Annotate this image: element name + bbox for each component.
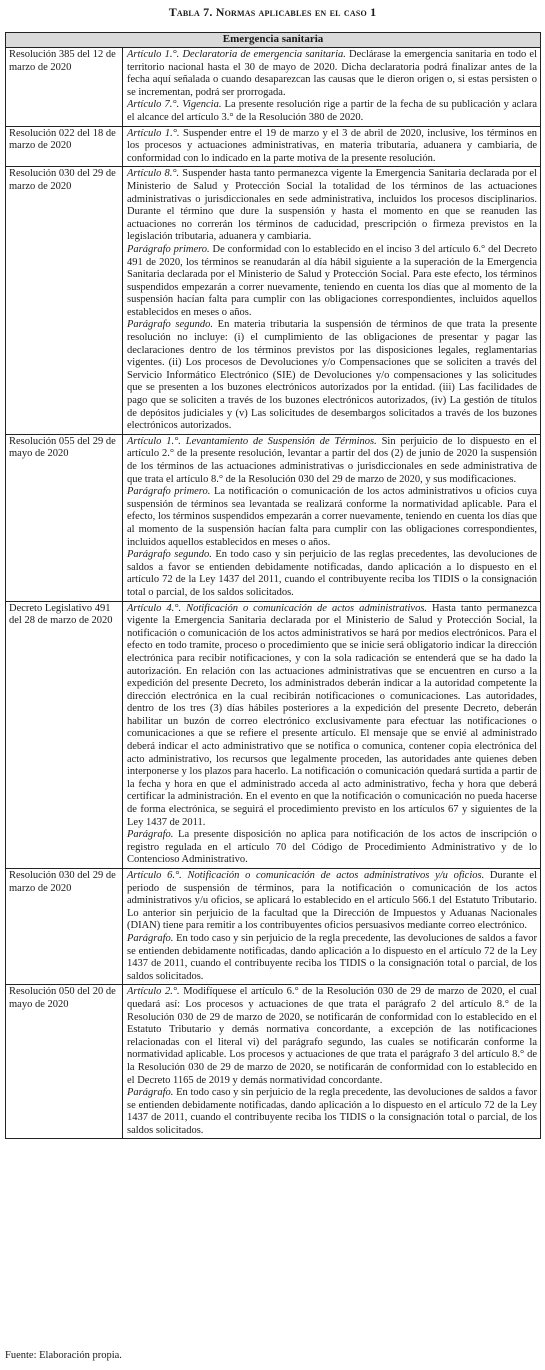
article-heading: Artículo 1.°.: [127, 127, 180, 139]
norm-paragraph: [127, 829, 537, 867]
article-text: Sin perjuicio de lo dispuesto en el artículo 2.° de la presente resolución, levantar a partir del dos (2) de junio de 2020 la suspensión de los términos de las actuaciones administrativas o jurisdiccionales en sede administrativa de que trata el artículo 8.° de la Resolución 030 del 29 de marzo de 2020, y sus modificaciones.: [127, 435, 538, 485]
article-heading: Parágrafo.: [127, 829, 174, 841]
norm-name-cell: Resolución 055 del 29 de mayo de 2020: [6, 434, 123, 601]
norm-text-cell: [123, 167, 541, 434]
norm-paragraph: [127, 549, 537, 599]
norm-paragraph: [127, 99, 537, 124]
table-row: [6, 126, 541, 167]
article-text: Suspender hasta tanto permanezca vigente la Emergencia Sanitaria declarada por el Ministerio de Salud y Protección Social la totalidad de los términos de las actuaciones administrativas o jurisdiccionales en sede administrativa, incluidos los procesos disciplinarios. Durante el término que dure la suspensión y hasta el momento en que se reanuden las actuaciones no correrán los términos de caducidad, prescripción o firmeza previstos en la legislación tributaria, aduanera y cambiaria.: [127, 168, 538, 243]
table-caption: Tabla 7. Normas aplicables en el caso 1: [168, 5, 377, 19]
norm-paragraph: [127, 436, 537, 486]
article-heading: Parágrafo segundo.: [127, 319, 214, 331]
article-text: En materia tributaria la suspensión de términos de que trata la presente resolución no incluye: (i) el cumplimiento de las obligaciones de presentar y pagar las declaraciones dentro de los términos previstos por las disposiciones legales, reglamentarias vigentes. (ii) Los procesos de Devoluciones y/o Compensaciones que se soliciten a través del Servicio Informático Electrónico (SIE) de Devoluciones y/o compensaciones y las solicitudes que se presenten a los buzones electrónicos autorizados por la entidad. (iii) Las facilidades de pago que se soliciten a través de los buzones electrónicos autorizados, (iv) La gestión de títulos de depósitos judiciales y (v) Las solicitudes de desembargos solicitados a través de los buzones electrónicos autorizados.: [127, 319, 538, 432]
norm-name-cell: Resolución 050 del 20 de mayo de 2020: [6, 985, 123, 1139]
article-text: Modifíquese el artículo 6.° de la Resolución 030 de 29 de marzo de 2020, el cual quedará así: Los procesos y actuaciones de que trata el parágrafo 2 del artículo 8.° de la Resolución 030 de 29 de marzo de 2020, se notificarán de conformidad con lo establecido en el Estatuto Tributario y demás normativa concordante, a excepción de las notificaciones relacionadas con el literal vi) del parágrafo segundo, las cuales se notificarán conforme la normatividad aplicable. Los procesos y actuaciones de que trata el parágrafo 3 del artículo 8.° de la Resolución 030 de 29 de marzo de 2020, se notificarán de conformidad con lo establecido en el Decreto 1165 de 2019 y demás normatividad concordante.: [127, 986, 538, 1086]
article-text: En todo caso y sin perjuicio de las reglas precedentes, las devoluciones de saldos a favor se entienden debidamente notificadas, dando aplicación a lo dispuesto en el artículo 72 de la Ley 1437 del 2011, cuando el contribuyente reciba los TIDIS o la consignación total o parcial, de los saldos solicitados.: [127, 549, 538, 598]
norm-paragraph: [127, 986, 537, 1087]
article-heading: Parágrafo primero.: [127, 486, 211, 498]
article-heading: Artículo 8.°.: [127, 168, 180, 180]
table-header-row: [6, 33, 541, 48]
article-heading: Artículo 1.°. Declaratoria de emergencia sanitaria.: [127, 49, 346, 60]
table-body: [6, 48, 541, 1139]
norm-text-cell: [123, 601, 541, 868]
article-text: Durante el periodo de suspensión de términos, para la notificación o comunicación de los actos administrativos y/u oficios, se aplicará lo establecido en el artículo 566.1 del Estatuto Tributario. Lo anterior sin perjuicio de la facultad que la Dirección de Impuestos y Aduanas Nacionales (DIAN) tiene para remitir a los contribuyentes oficios persuasivos mediante correo electrónico.: [127, 870, 538, 932]
article-heading: Artículo 2.°.: [127, 986, 180, 998]
norm-paragraph: [127, 49, 537, 99]
article-heading: Artículo 7.°. Vigencia.: [127, 99, 222, 111]
norm-paragraph: [127, 870, 537, 933]
article-text: En todo caso y sin perjuicio de la regla precedente, las devoluciones de saldos a favor se entienden debidamente notificadas, dando aplicación a lo dispuesto en el artículo 72 de la Ley 1437 de 2011, cuando el contribuyente reciba los TIDIS o la consignación total o parcial, de los saldos solicitados.: [127, 1087, 538, 1136]
norm-text-cell: [123, 126, 541, 167]
article-text: La notificación o comunicación de los actos administrativos u oficios cuya suspensión de términos sea levantada se realizará conforme la normatividad aplicable. Para el efecto, los términos suspendidos empezarán a correr nuevamente, teniendo en cuenta los días que al momento de la suspensión hacían falta para cumplir con las obligaciones correspondientes, incluidos aquellos establecidos en meses o años.: [127, 486, 538, 548]
norm-paragraph: [127, 168, 537, 244]
article-heading: Parágrafo segundo.: [127, 549, 212, 561]
norm-text-cell: [123, 48, 541, 127]
norm-paragraph: [127, 486, 537, 549]
article-text: La presente disposición no aplica para notificación de los actos de inscripción o registro regulada en el artículo 70 del Código de Procedimiento Administrativo y de lo Contencioso Administrativo.: [127, 829, 538, 866]
article-text: La presente resolución rige a partir de la fecha de su publicación y aclara el alcance del artículo 3.° de la Resolución 380 de 2020.: [127, 99, 538, 123]
article-heading: Parágrafo.: [127, 932, 174, 944]
article-heading: Artículo 1.°. Levantamiento de Suspensión de Términos.: [127, 435, 377, 447]
norm-name-cell: Resolución 030 del 29 de marzo de 2020: [6, 167, 123, 434]
norm-paragraph: [127, 319, 537, 432]
norm-text-cell: [123, 434, 541, 601]
norm-text-cell: [123, 985, 541, 1139]
norm-name-cell: Resolución 022 del 18 de marzo de 2020: [6, 126, 123, 167]
norm-paragraph: [127, 933, 537, 983]
norm-text-cell: [123, 869, 541, 985]
norm-paragraph: [127, 1087, 537, 1137]
table-row: [6, 48, 541, 127]
article-text: Suspender entre el 19 de marzo y el 3 de abril de 2020, inclusive, los términos en los procesos y actuaciones administrativas, en materia tributaria, aduanera y cambiaria, de conformidad con lo indicado en la parte motiva de la presente resolución.: [127, 127, 538, 164]
norms-table: [5, 32, 541, 1139]
table-row: [6, 985, 541, 1139]
article-heading: Artículo 6.°. Notificación o comunicación de actos administrativos y/u oficios.: [127, 870, 485, 881]
article-text: Hasta tanto permanezca vigente la Emergencia Sanitaria declarada por el Ministerio de Salud y Protección Social, la notificación o comunicación de los actos administrativos se hará por medios electrónicos. Para el efecto en todo tramite, proceso o procedimiento que se inicie será obligatorio indicar la dirección electrónica para recibir notificaciones, y con la sola radicación se entenderá que se ha dado la autorización. En relación con las actuaciones administrativas que se encuentren en curso a la expedición del presente Decreto, los administrados deberán indicar a la autoridad competente la dirección electrónica en la cual recibirán notificaciones o comunicaciones. Las autoridades, dentro de los tres (3) días hábiles posteriores a la expedición del presente Decreto, deberán habilitar un buzón de correo electrónico exclusivamente para efectuar las notificaciones o comunicaciones a que se refiere el presente artículo. El mensaje que se envié al administrado deberá indicar el acto administrativo que se notifica o comunica, contener copia electrónica del acto administrativo, los recursos que legalmente proceden, las autoridades ante quienes deben interponerse y los plazos para hacerlo. La notificación o comunicación quedará surtida a partir de la fecha y hora en que el administrado acceda al acto administrativo, fecha y hora que deberá certificar la administración. En el evento en que la notificación o comunicación no pueda hacerse de forma electrónica, se seguirá el procedimiento previsto en los artículos 67 y siguientes de la Ley 1437 de 2011.: [127, 602, 538, 828]
norm-name-cell: Resolución 385 del 12 de marzo de 2020: [6, 48, 123, 127]
norm-paragraph: [127, 603, 537, 830]
article-text: Declárase la emergencia sanitaria en todo el territorio nacional hasta el 30 de mayo de 2020. Dicha declaratoria podrá finalizar antes de la fecha aquí señalada o cuando desaparezcan las causas que le dieron origen o, si estas persisten o se incrementan, podrá ser prorrogada.: [127, 49, 538, 98]
article-text: En todo caso y sin perjuicio de la regla precedente, las devoluciones de saldos a favor se entienden debidamente notificadas, dando aplicación a lo dispuesto en el artículo 72 de la Ley 1437 de 2011, cuando el contribuyente reciba los TIDIS o la consignación total o parcial, de los saldos solicitados.: [127, 932, 538, 982]
article-heading: Parágrafo primero.: [127, 243, 210, 255]
norm-paragraph: [127, 128, 537, 166]
table-row: [6, 434, 541, 601]
norm-name-cell: Decreto Legislativo 491 del 28 de marzo de 2020: [6, 601, 123, 868]
table-header-cell: Emergencia sanitaria: [6, 33, 541, 48]
article-text: De conformidad con lo establecido en el inciso 3 del artículo 6.° del Decreto 491 de 2020, los términos se reanudarán al día hábil siguiente a la superación de la Emergencia Sanitaria declarada por el Ministerio de Salud y Protección Social. Para este efecto, los términos suspendidos empezarán a correr nuevamente, teniendo en cuenta los días que al momento de la suspensión hacían falta para cumplir con las obligaciones correspondientes, incluidos aquellos establecidos en meses o años.: [127, 243, 538, 318]
table-row: [6, 869, 541, 985]
source-note: Fuente: Elaboración propia.: [5, 1350, 122, 1361]
norm-name-cell: Resolución 030 del 29 de marzo de 2020: [6, 869, 123, 985]
table-row: [6, 601, 541, 868]
article-heading: Parágrafo.: [127, 1087, 174, 1099]
table-row: [6, 167, 541, 434]
norm-paragraph: [127, 244, 537, 320]
article-heading: Artículo 4.°. Notificación o comunicación de actos administrativos.: [127, 602, 428, 614]
